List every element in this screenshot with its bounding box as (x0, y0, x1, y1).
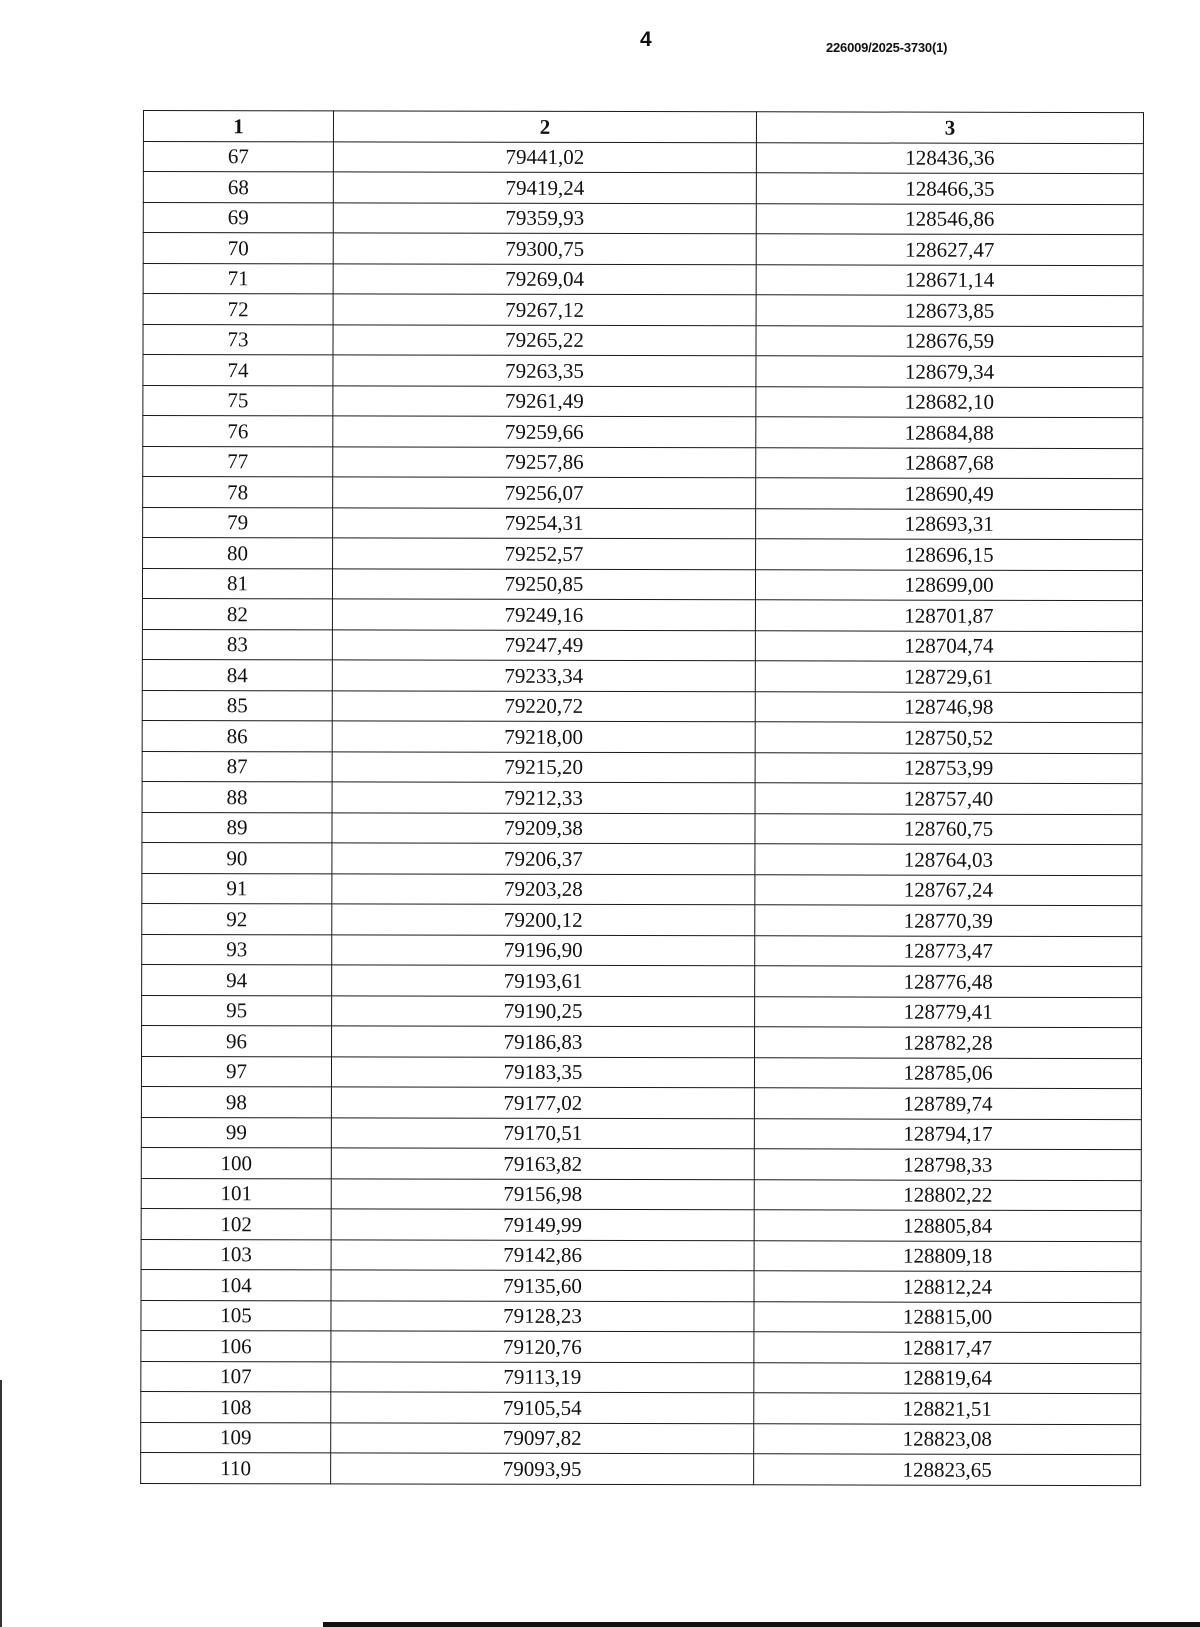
table-row (141, 1086, 1141, 1119)
x-coordinate-cell: 79200,12 (332, 904, 755, 935)
point-number-cell: 72 (143, 294, 333, 325)
x-coordinate-cell: 79186,83 (332, 1026, 755, 1057)
point-number-cell: 81 (142, 568, 332, 599)
table-row (141, 1361, 1141, 1394)
y-coordinate-cell: 128757,40 (755, 783, 1142, 814)
y-coordinate-cell: 128466,35 (756, 173, 1143, 204)
x-coordinate-cell: 79419,24 (333, 172, 756, 203)
x-coordinate-cell: 79128,23 (331, 1300, 754, 1331)
y-coordinate-cell: 128687,68 (756, 447, 1143, 478)
y-coordinate-cell: 128750,52 (755, 722, 1142, 753)
point-number-cell: 80 (143, 538, 333, 569)
x-coordinate-cell: 79359,93 (333, 202, 756, 233)
left-scan-edge (0, 1380, 2, 1627)
table-row (142, 842, 1142, 875)
table-row (141, 1330, 1141, 1363)
table-row (143, 507, 1143, 540)
y-coordinate-cell: 128821,51 (754, 1393, 1141, 1424)
table-row (141, 1300, 1141, 1333)
point-number-cell: 67 (143, 141, 333, 172)
x-coordinate-cell: 79135,60 (331, 1270, 754, 1301)
x-coordinate-cell: 79247,49 (332, 629, 755, 660)
x-coordinate-cell: 79215,20 (332, 751, 755, 782)
x-coordinate-cell: 79149,99 (331, 1209, 754, 1240)
table-body (141, 141, 1144, 1485)
table-row (141, 1117, 1141, 1150)
point-number-cell: 75 (143, 385, 333, 416)
x-coordinate-cell: 79263,35 (333, 355, 756, 386)
table-row (142, 659, 1142, 692)
x-coordinate-cell: 79250,85 (332, 568, 755, 599)
point-number-cell: 93 (142, 934, 332, 965)
y-coordinate-cell: 128704,74 (755, 630, 1142, 661)
point-number-cell: 110 (141, 1452, 331, 1483)
table-row (143, 172, 1143, 205)
table-row (141, 1056, 1141, 1089)
y-coordinate-cell: 128676,59 (756, 325, 1143, 356)
point-number-cell: 103 (141, 1239, 331, 1270)
x-coordinate-cell: 79196,90 (332, 934, 755, 965)
table-row (143, 233, 1143, 266)
column-header-1: 1 (143, 111, 333, 142)
point-number-cell: 85 (142, 690, 332, 721)
y-coordinate-cell: 128746,98 (755, 691, 1142, 722)
point-number-cell: 98 (141, 1086, 331, 1117)
y-coordinate-cell: 128785,06 (754, 1057, 1141, 1088)
point-number-cell: 70 (143, 233, 333, 264)
point-number-cell: 96 (142, 1025, 332, 1056)
table-row (142, 995, 1142, 1028)
column-header-3: 3 (756, 112, 1143, 143)
y-coordinate-cell: 128770,39 (755, 905, 1142, 936)
table-row (143, 477, 1143, 510)
x-coordinate-cell: 79265,22 (333, 324, 756, 355)
table-header-row (143, 111, 1143, 144)
y-coordinate-cell: 128809,18 (754, 1240, 1141, 1271)
table-row (142, 781, 1142, 814)
x-coordinate-cell: 79209,38 (332, 812, 755, 843)
point-number-cell: 86 (142, 720, 332, 751)
y-coordinate-cell: 128815,00 (754, 1301, 1141, 1332)
point-number-cell: 88 (142, 781, 332, 812)
coordinates-table (140, 110, 1144, 1486)
x-coordinate-cell: 79093,95 (331, 1453, 754, 1484)
y-coordinate-cell: 128812,24 (754, 1271, 1141, 1302)
point-number-cell: 100 (141, 1147, 331, 1178)
x-coordinate-cell: 79267,12 (333, 294, 756, 325)
y-coordinate-cell: 128823,08 (754, 1423, 1141, 1454)
table-row (143, 202, 1143, 235)
y-coordinate-cell: 128764,03 (755, 844, 1142, 875)
x-coordinate-cell: 79254,31 (333, 507, 756, 538)
table-row (141, 1391, 1141, 1424)
x-coordinate-cell: 79256,07 (333, 477, 756, 508)
table-row (142, 629, 1142, 662)
point-number-cell: 95 (142, 995, 332, 1026)
y-coordinate-cell: 128776,48 (755, 966, 1142, 997)
x-coordinate-cell: 79252,57 (333, 538, 756, 569)
point-number-cell: 94 (142, 964, 332, 995)
y-coordinate-cell: 128817,47 (754, 1332, 1141, 1363)
point-number-cell: 84 (142, 659, 332, 690)
y-coordinate-cell: 128627,47 (756, 234, 1143, 265)
y-coordinate-cell: 128546,86 (756, 203, 1143, 234)
y-coordinate-cell: 128671,14 (756, 264, 1143, 295)
document-reference: 226009/2025-3730(1) (826, 40, 948, 55)
y-coordinate-cell: 128693,31 (756, 508, 1143, 539)
x-coordinate-cell: 79206,37 (332, 843, 755, 874)
point-number-cell: 89 (142, 812, 332, 843)
point-number-cell: 106 (141, 1330, 331, 1361)
point-number-cell: 76 (143, 416, 333, 447)
bottom-scan-edge (323, 1622, 1200, 1627)
y-coordinate-cell: 128701,87 (755, 600, 1142, 631)
y-coordinate-cell: 128729,61 (755, 661, 1142, 692)
point-number-cell: 71 (143, 263, 333, 294)
y-coordinate-cell: 128798,33 (754, 1149, 1141, 1180)
point-number-cell: 105 (141, 1300, 331, 1331)
x-coordinate-cell: 79113,19 (331, 1361, 754, 1392)
y-coordinate-cell: 128782,28 (755, 1027, 1142, 1058)
x-coordinate-cell: 79233,34 (332, 660, 755, 691)
table-row (142, 751, 1142, 784)
x-coordinate-cell: 79441,02 (333, 141, 756, 172)
y-coordinate-cell: 128436,36 (756, 142, 1143, 173)
table-row (143, 141, 1143, 174)
table-row (141, 1178, 1141, 1211)
point-number-cell: 101 (141, 1178, 331, 1209)
page-number: 4 (640, 28, 652, 51)
x-coordinate-cell: 79105,54 (331, 1392, 754, 1423)
point-number-cell: 99 (141, 1117, 331, 1148)
y-coordinate-cell: 128823,65 (754, 1454, 1141, 1485)
table-row (141, 1269, 1141, 1302)
y-coordinate-cell: 128699,00 (755, 569, 1142, 600)
y-coordinate-cell: 128760,75 (755, 813, 1142, 844)
y-coordinate-cell: 128789,74 (754, 1088, 1141, 1119)
table-row (142, 599, 1142, 632)
table-row (142, 812, 1142, 845)
point-number-cell: 87 (142, 751, 332, 782)
x-coordinate-cell: 79220,72 (332, 690, 755, 721)
table-row (142, 903, 1142, 936)
x-coordinate-cell: 79261,49 (333, 385, 756, 416)
point-number-cell: 68 (143, 172, 333, 203)
y-coordinate-cell: 128819,64 (754, 1362, 1141, 1393)
x-coordinate-cell: 79249,16 (332, 599, 755, 630)
point-number-cell: 91 (142, 873, 332, 904)
point-number-cell: 78 (143, 477, 333, 508)
y-coordinate-cell: 128802,22 (754, 1179, 1141, 1210)
y-coordinate-cell: 128773,47 (755, 935, 1142, 966)
x-coordinate-cell: 79183,35 (331, 1056, 754, 1087)
point-number-cell: 102 (141, 1208, 331, 1239)
point-number-cell: 69 (143, 202, 333, 233)
table-row (142, 934, 1142, 967)
point-number-cell: 90 (142, 842, 332, 873)
x-coordinate-cell: 79120,76 (331, 1331, 754, 1362)
x-coordinate-cell: 79269,04 (333, 263, 756, 294)
column-header-2: 2 (333, 111, 756, 142)
point-number-cell: 97 (141, 1056, 331, 1087)
table-row (143, 355, 1143, 388)
y-coordinate-cell: 128696,15 (756, 539, 1143, 570)
table-row (143, 324, 1143, 357)
y-coordinate-cell: 128679,34 (756, 356, 1143, 387)
point-number-cell: 109 (141, 1422, 331, 1453)
table-row (143, 263, 1143, 296)
x-coordinate-cell: 79218,00 (332, 721, 755, 752)
x-coordinate-cell: 79097,82 (331, 1422, 754, 1453)
point-number-cell: 77 (143, 446, 333, 477)
table-row (142, 568, 1142, 601)
table-row (142, 690, 1142, 723)
x-coordinate-cell: 79300,75 (333, 233, 756, 264)
y-coordinate-cell: 128805,84 (754, 1210, 1141, 1241)
x-coordinate-cell: 79177,02 (331, 1087, 754, 1118)
point-number-cell: 107 (141, 1361, 331, 1392)
point-number-cell: 82 (142, 599, 332, 630)
x-coordinate-cell: 79203,28 (332, 873, 755, 904)
y-coordinate-cell: 128673,85 (756, 295, 1143, 326)
x-coordinate-cell: 79170,51 (331, 1117, 754, 1148)
table-row (142, 964, 1142, 997)
x-coordinate-cell: 79259,66 (333, 416, 756, 447)
x-coordinate-cell: 79156,98 (331, 1178, 754, 1209)
point-number-cell: 74 (143, 355, 333, 386)
point-number-cell: 108 (141, 1391, 331, 1422)
y-coordinate-cell: 128794,17 (754, 1118, 1141, 1149)
x-coordinate-cell: 79142,86 (331, 1239, 754, 1270)
x-coordinate-cell: 79163,82 (331, 1148, 754, 1179)
y-coordinate-cell: 128779,41 (755, 996, 1142, 1027)
table-row (143, 385, 1143, 418)
table-row (143, 416, 1143, 449)
point-number-cell: 92 (142, 903, 332, 934)
table-row (141, 1239, 1141, 1272)
table-row (142, 873, 1142, 906)
table-row (143, 446, 1143, 479)
x-coordinate-cell: 79212,33 (332, 782, 755, 813)
table-row (143, 538, 1143, 571)
table-row (141, 1422, 1141, 1455)
point-number-cell: 79 (143, 507, 333, 538)
x-coordinate-cell: 79257,86 (333, 446, 756, 477)
table-row (141, 1147, 1141, 1180)
table-row (142, 720, 1142, 753)
y-coordinate-cell: 128767,24 (755, 874, 1142, 905)
y-coordinate-cell: 128753,99 (755, 752, 1142, 783)
table-row (141, 1452, 1141, 1485)
y-coordinate-cell: 128682,10 (756, 386, 1143, 417)
x-coordinate-cell: 79193,61 (332, 965, 755, 996)
point-number-cell: 83 (142, 629, 332, 660)
table-row (141, 1208, 1141, 1241)
y-coordinate-cell: 128690,49 (756, 478, 1143, 509)
table-row (142, 1025, 1142, 1058)
point-number-cell: 104 (141, 1269, 331, 1300)
table-row (143, 294, 1143, 327)
y-coordinate-cell: 128684,88 (756, 417, 1143, 448)
x-coordinate-cell: 79190,25 (332, 995, 755, 1026)
point-number-cell: 73 (143, 324, 333, 355)
